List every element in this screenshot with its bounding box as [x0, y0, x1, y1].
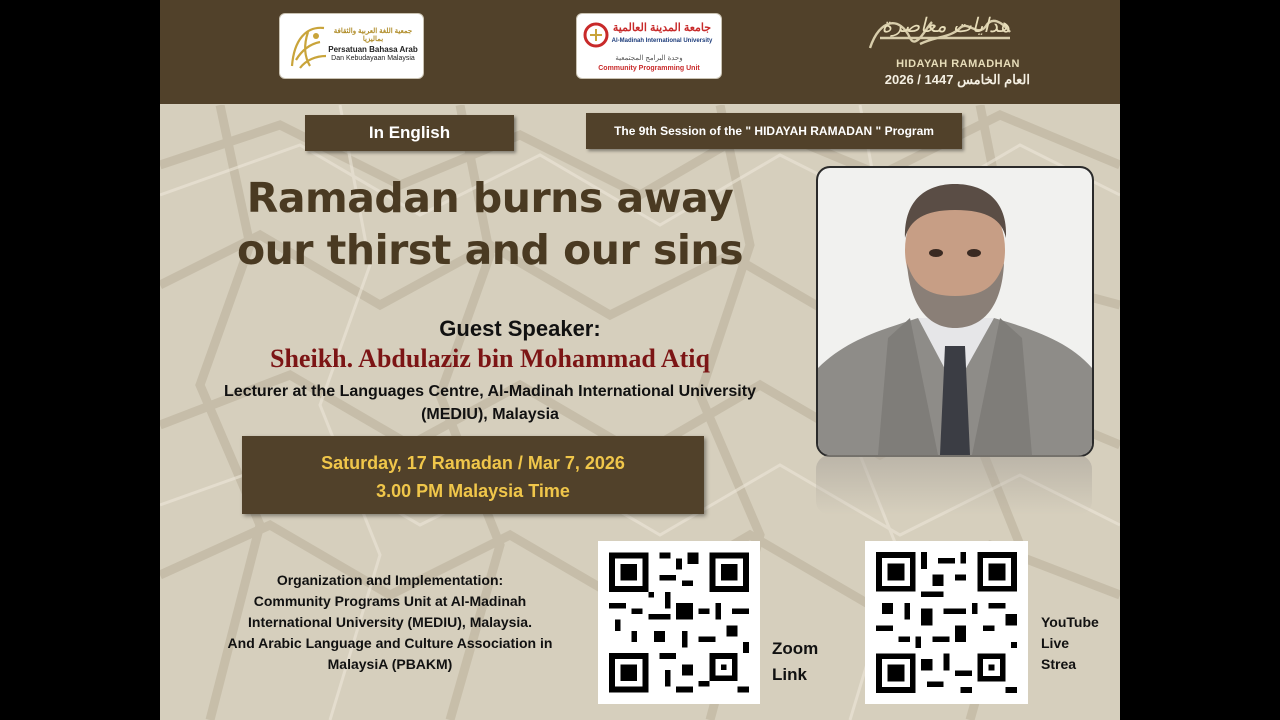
mediu-english-name: Al-Madinah International University [611, 38, 713, 44]
pbakm-name-line2: Dan Kebudayaan Malaysia [331, 55, 415, 62]
youtube-label-line1: YouTube [1041, 614, 1099, 630]
zoom-qr-icon [598, 541, 760, 704]
guest-speaker-name: Sheikh. Abdulaziz bin Mohammad Atiq [270, 344, 710, 373]
mediu-emblem-icon [583, 22, 609, 48]
event-time: 3.00 PM Malaysia Time [376, 481, 570, 501]
org-line4: And Arabic Language and Culture Association in [227, 635, 553, 651]
zoom-label-line1: Zoom [772, 639, 819, 658]
pbakm-arabic-name: جمعية اللغة العربية والثقافة بماليزيا [333, 28, 413, 43]
session-tag: The 9th Session of the " HIDAYAH RAMADAN " Program [586, 113, 962, 149]
brand-subtitle: HIDAYAH RAMADHAN [896, 58, 1020, 70]
youtube-qr-code[interactable] [865, 541, 1028, 704]
lecture-title [200, 172, 780, 276]
org-line2: Community Programs Unit at Al-Madinah [253, 593, 527, 609]
photo-reflection [816, 455, 1092, 515]
poster [160, 0, 1120, 720]
speaker-role-line2: (MEDIU), Malaysia [421, 406, 559, 423]
schedule-box [242, 436, 704, 514]
speaker-photo [816, 166, 1094, 457]
hidayat-calligraphy-logo [860, 8, 1020, 58]
lecture-title-line1: Ramadan burns away [246, 174, 734, 222]
calligraphy-emblem-icon [286, 20, 330, 72]
zoom-link-label [772, 636, 842, 688]
zoom-qr-code[interactable] [598, 541, 760, 704]
language-tag: In English [305, 115, 514, 151]
organization-credits [190, 570, 590, 675]
guest-speaker-role [190, 380, 790, 426]
mediu-unit-arabic: وحدة البرامج المجتمعية [615, 55, 683, 62]
zoom-label-line2: Link [772, 665, 807, 684]
brand-year: العام الخامس 1447 / 2026 [884, 72, 1030, 87]
lecture-title-line2: our thirst and our sins [236, 226, 744, 274]
youtube-qr-icon [865, 541, 1028, 704]
mediu-logo [576, 13, 722, 79]
brand-arabic-text: هدايات معاصرة [881, 13, 1010, 37]
guest-speaker-label: Guest Speaker: [439, 316, 601, 341]
speaker-role-line1: Lecturer at the Languages Centre, Al-Madinah International University [224, 383, 756, 400]
org-line5: MalaysiA (PBAKM) [327, 656, 453, 672]
youtube-label-line2: Live [1041, 635, 1070, 651]
youtube-link-label [1041, 612, 1111, 675]
pbakm-logo [279, 13, 424, 79]
pbakm-name-line1: Persatuan Bahasa Arab [328, 45, 418, 54]
youtube-label-line3: Strea [1041, 656, 1077, 672]
org-line1: Organization and Implementation: [276, 572, 504, 588]
event-date: Saturday, 17 Ramadan / Mar 7, 2026 [321, 453, 625, 473]
org-line3: International University (MEDIU), Malaysia. [248, 614, 532, 630]
mediu-arabic-name: جامعة المدينة العالمية [612, 22, 712, 34]
mediu-unit-english: Community Programming Unit [598, 65, 700, 72]
speaker-portrait [818, 168, 1092, 455]
